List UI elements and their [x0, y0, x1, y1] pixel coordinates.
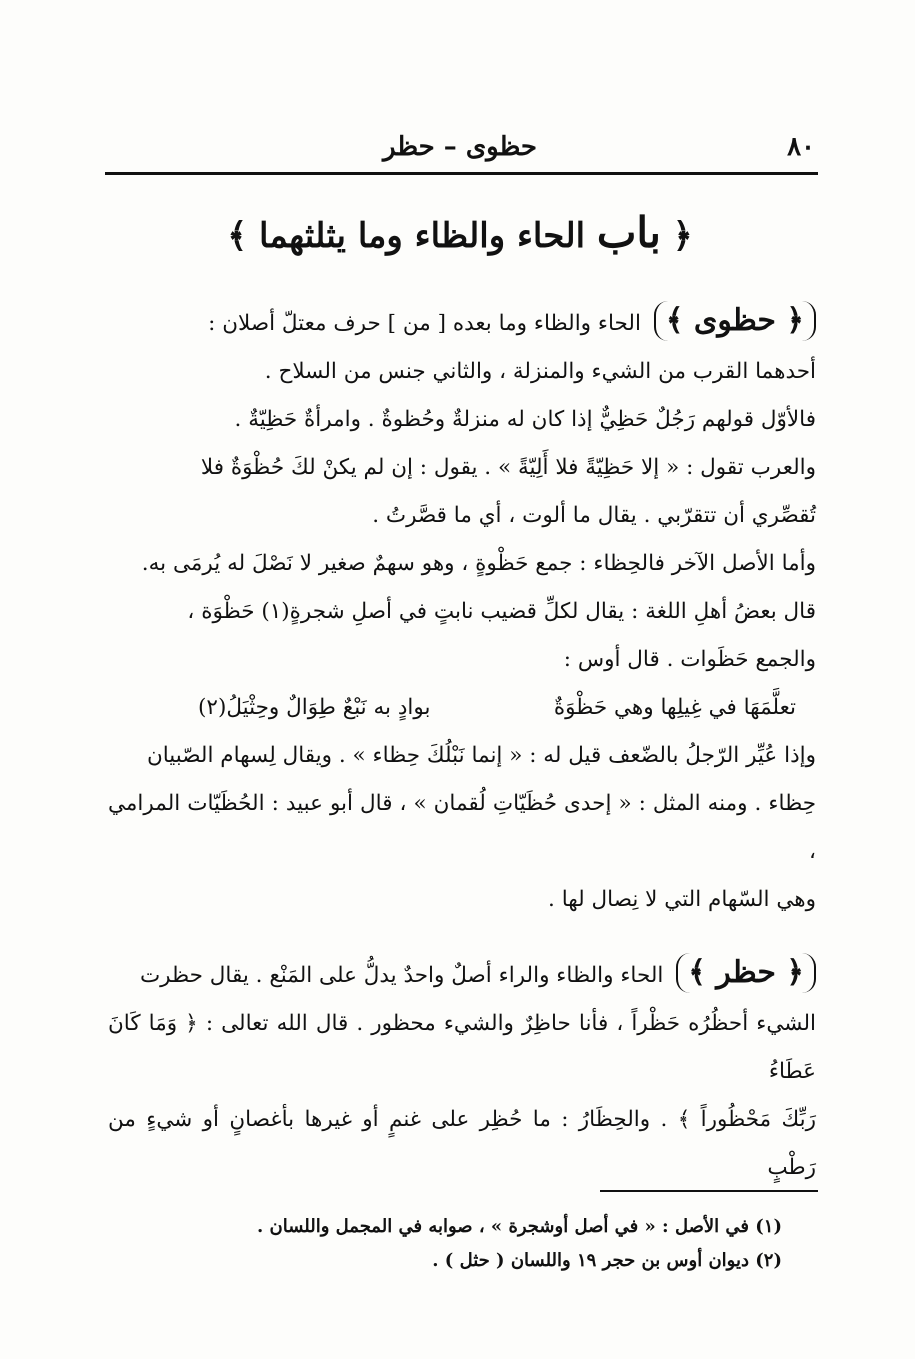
header-rule [105, 172, 818, 175]
paragraph-line: أحدهما القرب من الشيء والمنزلة ، والثاني جنس من السلاح . [264, 359, 816, 384]
paragraph-line: رَبِّكَ مَحْظُوراً ﴾ . والحِظَارُ : ما حُظِر على غنمٍ أو غيرها بأغصانٍ أو شيءٍ من رَطْبٍ [108, 1107, 816, 1180]
entry-headword-hazwa: ﴿ حظوى ﴾ [654, 301, 816, 341]
paragraph-line: تُقصِّري أن تتقرّبي . يقال ما ألوت ، أي ما قصَّرتُ . [372, 503, 816, 528]
paragraph-line: الحاء والظاء والراء أصلٌ واحدٌ يدلُّ على المَنْع . يقال حظرت [139, 963, 664, 988]
chapter-title-prefix: ﴿ [660, 216, 693, 256]
poem-verse [108, 684, 816, 732]
page-number: ٨٠ [787, 132, 815, 162]
paragraph-line: وإذا عُيِّر الرّجلُ بالضّعف قيل له : « إنما نَبْلُكَ حِظاء » . ويقال لِسهام الصّبيان [146, 743, 816, 768]
chapter-title-bab: باب [596, 208, 661, 257]
chapter-title [105, 208, 815, 257]
footnote-2: (٢) ديوان أوس بن حجر ١٩ واللسان ( حثل ) . [432, 1250, 782, 1271]
footnotes [200, 1210, 782, 1278]
footnote-1: (١) في الأصل : « في أصل أوشجرة » ، صوابه في المجمل واللسان . [256, 1216, 782, 1237]
page-header [105, 128, 815, 168]
footnote-rule [600, 1190, 818, 1192]
paragraph-line: الشيء أحظُرُه حَظْراً ، فأنا حاظِرٌ والشيء محظور . قال الله تعالى : ﴿ وَمَا كَانَ عَطَاءُ [108, 1011, 816, 1084]
entry-hazwa-line-1 [108, 300, 816, 348]
paragraph-line: وهي السّهام التي لا نِصال لها . [548, 887, 816, 912]
paragraph-line: والجمع حَظَوات . قال أوس : [563, 647, 816, 672]
running-head: حظوى – حظر [382, 132, 538, 162]
paragraph-line: فالأوّل قولهم رَجُلٌ حَظِيٌّ إذا كان له منزلةٌ وحُظوةٌ . وامرأةٌ حَظِيّةٌ . [234, 407, 816, 432]
poem-hemistich-1: تعلَّمَهَا في غِيلِها وهي حَظْوَةٌ [553, 695, 796, 720]
main-text [108, 300, 816, 1192]
paragraph-line: والعرب تقول : « إلا حَظِيّةً فلا أَلِيّةً » . يقول : إن لم يكنْ لكَ حُظْوَةٌ فلا [200, 455, 816, 480]
entry-headword-hazr: ﴿ حظر ﴾ [676, 953, 816, 993]
paragraph-line: حِظاء . ومنه المثل : « إحدى حُظَيّاتِ لُقمان » ، قال أبو عبيد : الحُظَيّات المرامي ، [108, 791, 816, 864]
poem-hemistich-2: بوادٍ به نَبْعٌ طِوَالٌ وحِثْيَلُ(٢) [198, 695, 431, 720]
paragraph-line: وأما الأصل الآخر فالحِظاء : جمع حَظْوةٍ ، وهو سهمٌ صغير لا نَصْلَ له يُرمَى به. [141, 551, 816, 576]
paragraph-line: قال بعضُ أهلِ اللغة : يقال لكلِّ قضيب نابتٍ في أصلِ شجرةٍ(١) حَظْوَة ، [187, 599, 816, 624]
chapter-title-rest: الحاء والظاء وما يثلثهما ﴾ [227, 216, 597, 256]
entry-hazr-line-1 [108, 952, 816, 1000]
paragraph-line: الحاء والظاء وما بعده [ من ] حرف معتلّ أصلان : [208, 311, 641, 336]
